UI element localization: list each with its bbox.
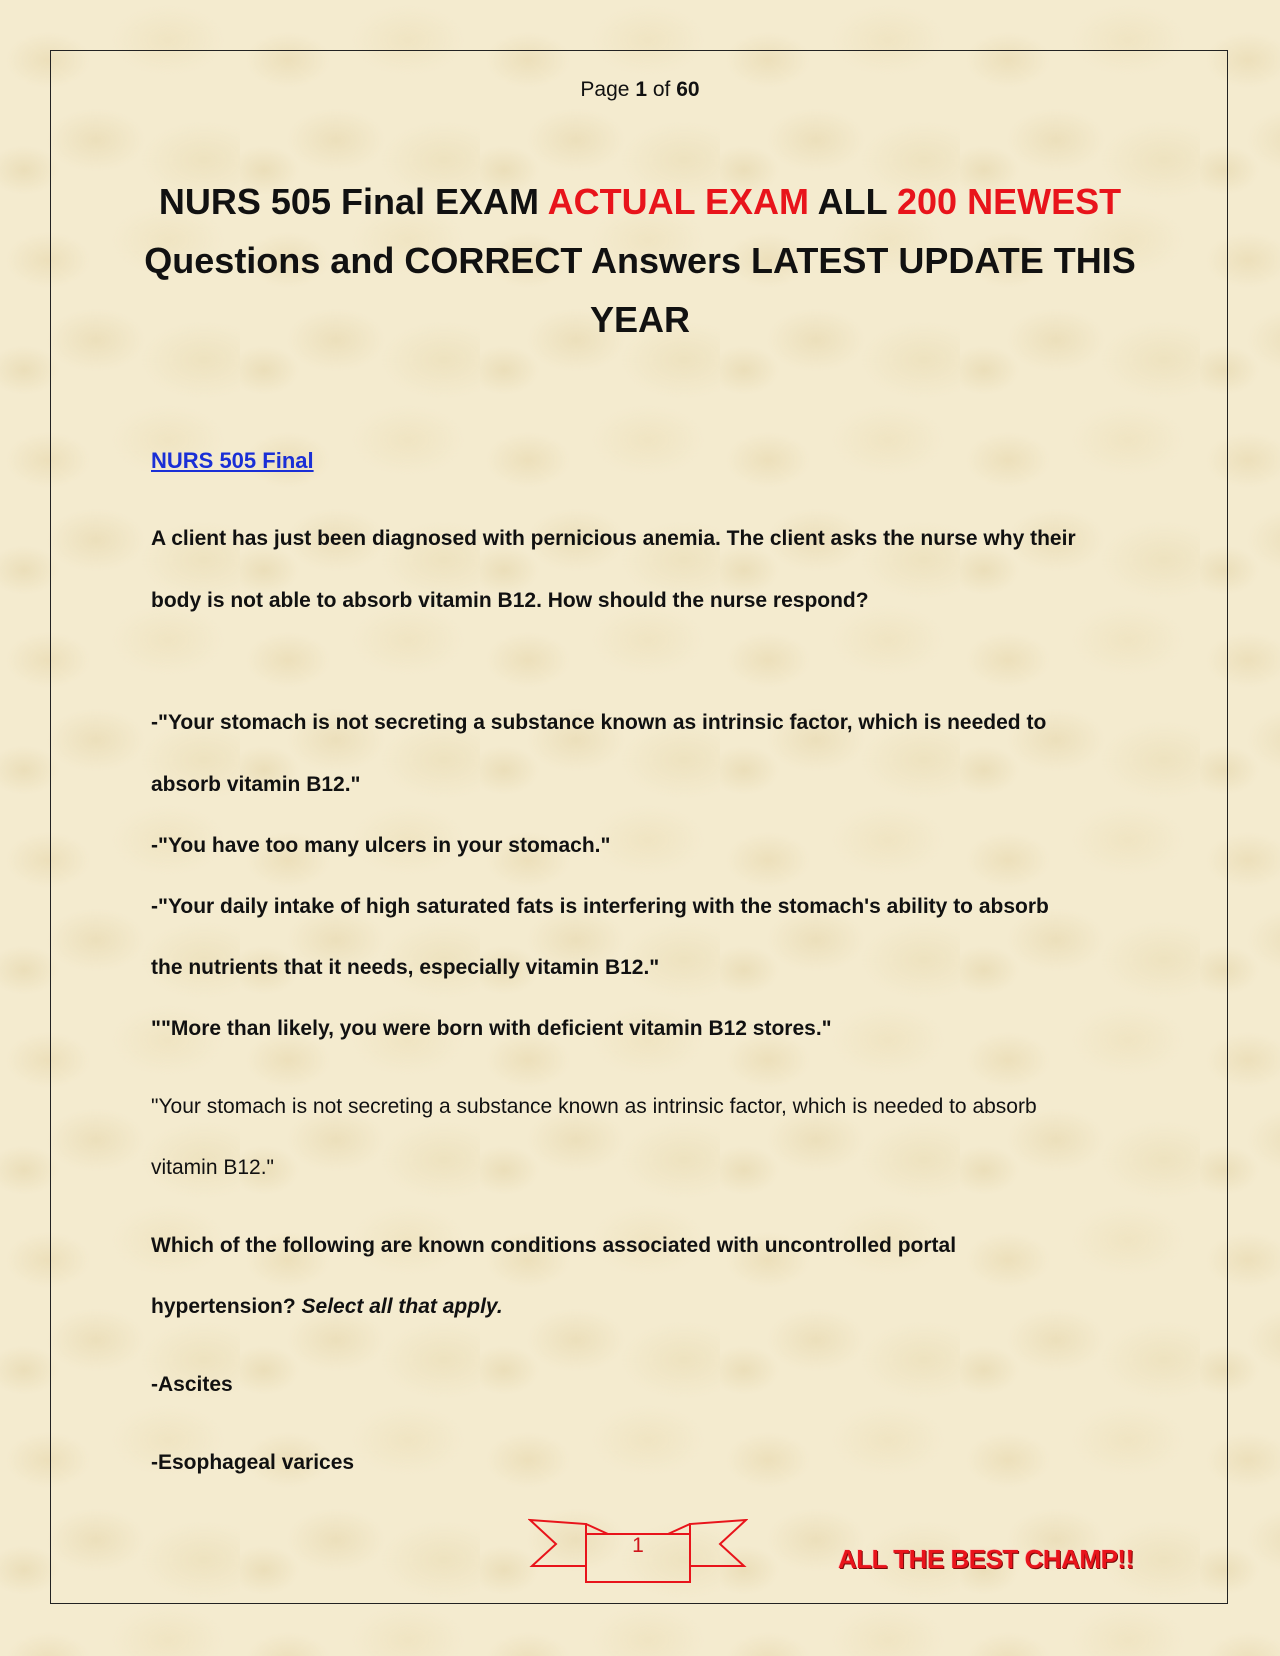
- page-total: 60: [676, 78, 700, 101]
- option-1-3-line-2: the nutrients that it needs, especially vitamin B12.": [151, 956, 660, 979]
- title-line-3: YEAR: [589, 299, 691, 340]
- page-header: [0, 78, 1280, 102]
- document-title: [140, 172, 1140, 349]
- option-1-2: -"You have too many ulcers in your stomach.": [151, 834, 611, 857]
- question-2-line-1: Which of the following are known conditions associated with uncontrolled portal: [151, 1234, 957, 1257]
- title-part-2: ACTUAL EXAM: [547, 181, 810, 222]
- title-line-2: Questions and CORRECT Answers LATEST UPDATE THIS: [144, 240, 1136, 281]
- question-2-instruction: Select all that apply.: [301, 1295, 503, 1318]
- option-1-4: ""More than likely, you were born with deficient vitamin B12 stores.": [151, 1017, 832, 1040]
- page-current: 1: [635, 78, 647, 101]
- question-2-plain: hypertension?: [151, 1295, 302, 1318]
- option-1-3-line-1: -"Your daily intake of high saturated fats is interfering with the stomach's ability to absorb: [151, 895, 1049, 918]
- option-1-1-line-1: -"Your stomach is not secreting a substance known as intrinsic factor, which is needed to: [151, 711, 1047, 734]
- title-part-1: NURS 505 Final EXAM: [158, 181, 548, 222]
- option-2-1: -Ascites: [151, 1373, 233, 1396]
- course-link[interactable]: NURS 505 Final: [151, 448, 314, 473]
- answer-1-line-1: "Your stomach is not secreting a substance known as intrinsic factor, which is needed to absorb: [151, 1095, 1037, 1118]
- answer-1-line-2: vitamin B12.": [151, 1156, 275, 1179]
- title-part-4: 200 NEWEST: [897, 181, 1122, 222]
- page-prefix: Page: [580, 78, 630, 101]
- footer-page-number: 1: [632, 1534, 644, 1557]
- option-1-1-line-2: absorb vitamin B12.": [151, 773, 361, 796]
- question-1-line-1: A client has just been diagnosed with pernicious anemia. The client asks the nurse why their: [151, 527, 1076, 550]
- footer-slogan: ALL THE BEST CHAMP!!: [838, 1544, 1134, 1574]
- question-2-line-2: [151, 1295, 503, 1319]
- title-line-1: [140, 172, 1140, 231]
- title-part-3: ALL: [809, 181, 898, 222]
- option-2-2: -Esophageal varices: [151, 1451, 355, 1474]
- page-of: of: [652, 78, 671, 101]
- question-1-line-2: body is not able to absorb vitamin B12. How should the nurse respond?: [151, 589, 869, 612]
